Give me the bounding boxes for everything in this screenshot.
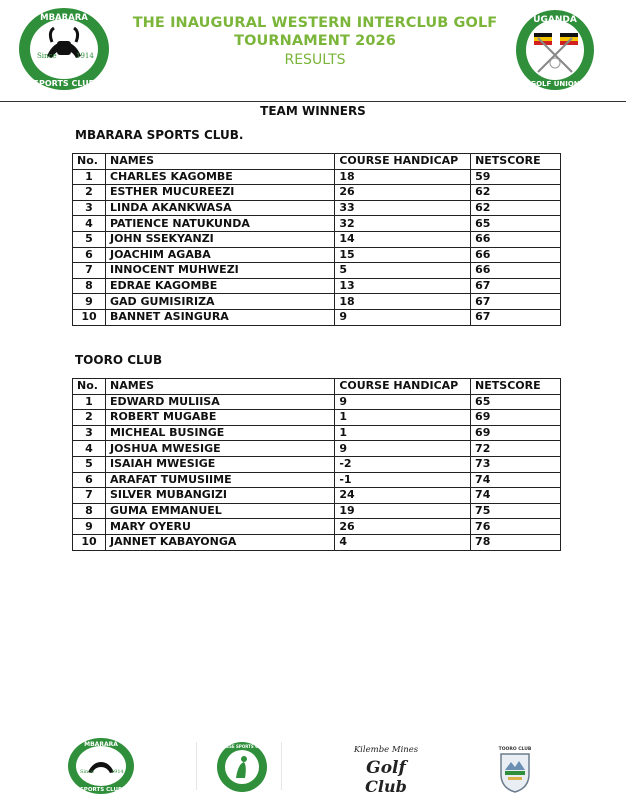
cell-netscore: 67 xyxy=(471,309,561,325)
page-subtitle: RESULTS xyxy=(284,52,346,68)
cell-netscore: 59 xyxy=(471,169,561,185)
table-row xyxy=(73,394,561,410)
cell-name: MARY OYERU xyxy=(105,519,334,535)
golf-ball-icon xyxy=(550,58,560,68)
table-row xyxy=(73,534,561,550)
col-header-names: NAMES xyxy=(105,154,334,170)
cell-netscore: 66 xyxy=(471,231,561,247)
cell-handicap: 1 xyxy=(335,425,471,441)
svg-text:Golf: Golf xyxy=(366,758,406,778)
results-table xyxy=(72,153,561,326)
cell-netscore: 78 xyxy=(471,534,561,550)
col-header-handicap: COURSE HANDICAP xyxy=(335,154,471,170)
table-row xyxy=(73,441,561,457)
cell-handicap: 1 xyxy=(335,410,471,426)
cell-handicap: 14 xyxy=(335,231,471,247)
col-header-names: NAMES xyxy=(105,379,334,395)
table-row xyxy=(73,278,561,294)
uganda-golf-union-logo xyxy=(514,8,596,92)
page-header xyxy=(0,0,626,100)
col-header-netscore: NETSCORE xyxy=(471,379,561,395)
cell-no: 7 xyxy=(73,263,106,279)
table-row xyxy=(73,294,561,310)
cell-handicap: 24 xyxy=(335,488,471,504)
svg-text:1914: 1914 xyxy=(111,769,124,775)
cell-name: ISAIAH MWESIGE xyxy=(105,456,334,472)
logo-bottom-text: GOLF UNION xyxy=(530,80,580,88)
cell-netscore: 73 xyxy=(471,456,561,472)
cell-handicap: 9 xyxy=(335,394,471,410)
section-title: TEAM WINNERS xyxy=(260,104,366,118)
cell-no: 4 xyxy=(73,216,106,232)
svg-text:Club: Club xyxy=(365,777,407,796)
cell-handicap: 18 xyxy=(335,169,471,185)
cell-no: 4 xyxy=(73,441,106,457)
table-row xyxy=(73,231,561,247)
svg-text:Kilembe Mines: Kilembe Mines xyxy=(353,745,419,755)
table-row xyxy=(73,488,561,504)
cell-no: 5 xyxy=(73,456,106,472)
cell-no: 2 xyxy=(73,185,106,201)
cell-netscore: 66 xyxy=(471,247,561,263)
col-header-handicap: COURSE HANDICAP xyxy=(335,379,471,395)
table-row xyxy=(73,216,561,232)
svg-text:TOORO CLUB: TOORO CLUB xyxy=(498,747,532,752)
cell-handicap: 9 xyxy=(335,309,471,325)
cell-handicap: 32 xyxy=(335,216,471,232)
table-header-row xyxy=(73,154,561,170)
cell-name: PATIENCE NATUKUNDA xyxy=(105,216,334,232)
cell-no: 9 xyxy=(73,294,106,310)
cell-name: MICHEAL BUSINGE xyxy=(105,425,334,441)
team-name: MBARARA SPORTS CLUB. xyxy=(75,128,244,142)
cell-netscore: 65 xyxy=(471,394,561,410)
cell-netscore: 76 xyxy=(471,519,561,535)
cell-no: 10 xyxy=(73,534,106,550)
cell-netscore: 69 xyxy=(471,410,561,426)
cell-netscore: 69 xyxy=(471,425,561,441)
cell-handicap: 13 xyxy=(335,278,471,294)
svg-text:Since: Since xyxy=(80,769,95,775)
table-row xyxy=(73,425,561,441)
cell-handicap: 5 xyxy=(335,263,471,279)
table-row xyxy=(73,503,561,519)
footer-kasese-logo xyxy=(214,740,270,794)
cell-name: GUMA EMMANUEL xyxy=(105,503,334,519)
cell-no: 8 xyxy=(73,503,106,519)
svg-text:MBARARA: MBARARA xyxy=(84,741,118,748)
svg-text:SPORTS CLUB: SPORTS CLUB xyxy=(79,787,123,793)
cell-no: 2 xyxy=(73,410,106,426)
cell-netscore: 75 xyxy=(471,503,561,519)
cell-netscore: 72 xyxy=(471,441,561,457)
cell-no: 3 xyxy=(73,200,106,216)
cell-no: 1 xyxy=(73,394,106,410)
cell-name: EDWARD MULIISA xyxy=(105,394,334,410)
cell-netscore: 62 xyxy=(471,185,561,201)
cell-netscore: 67 xyxy=(471,294,561,310)
cell-handicap: -1 xyxy=(335,472,471,488)
footer-divider xyxy=(196,742,197,790)
page-title-line2: TOURNAMENT 2026 xyxy=(234,33,396,49)
logo-top-text: MBARARA xyxy=(40,13,88,23)
title-block xyxy=(120,14,510,69)
cell-netscore: 74 xyxy=(471,488,561,504)
cell-name: LINDA AKANKWASA xyxy=(105,200,334,216)
cell-handicap: 19 xyxy=(335,503,471,519)
cell-netscore: 65 xyxy=(471,216,561,232)
cell-name: JANNET KABAYONGA xyxy=(105,534,334,550)
logo-top-text: UGANDA xyxy=(533,15,577,25)
cell-no: 5 xyxy=(73,231,106,247)
table-row xyxy=(73,169,561,185)
cell-handicap: 26 xyxy=(335,519,471,535)
footer-tooro-logo xyxy=(496,744,534,794)
table-header-row xyxy=(73,379,561,395)
results-table xyxy=(72,378,561,551)
table-row xyxy=(73,410,561,426)
table-row xyxy=(73,519,561,535)
table-row xyxy=(73,472,561,488)
cell-no: 7 xyxy=(73,488,106,504)
cell-handicap: 26 xyxy=(335,185,471,201)
logo-year: 1914 xyxy=(76,52,94,60)
svg-text:KASESE SPORTS CLUB: KASESE SPORTS CLUB xyxy=(217,744,267,749)
cell-handicap: 18 xyxy=(335,294,471,310)
col-header-netscore: NETSCORE xyxy=(471,154,561,170)
cell-no: 3 xyxy=(73,425,106,441)
cell-netscore: 67 xyxy=(471,278,561,294)
team-name: TOORO CLUB xyxy=(75,353,163,367)
table-row xyxy=(73,247,561,263)
logo-since: Since xyxy=(37,52,57,60)
table-row xyxy=(73,309,561,325)
col-header-no: No. xyxy=(73,379,106,395)
cell-netscore: 66 xyxy=(471,263,561,279)
cell-name: JOACHIM AGABA xyxy=(105,247,334,263)
table-row xyxy=(73,456,561,472)
cell-name: GAD GUMISIRIZA xyxy=(105,294,334,310)
cell-name: CHARLES KAGOMBE xyxy=(105,169,334,185)
cell-no: 6 xyxy=(73,472,106,488)
cell-handicap: 4 xyxy=(335,534,471,550)
cell-name: INNOCENT MUHWEZI xyxy=(105,263,334,279)
header-divider xyxy=(0,101,626,102)
cell-no: 10 xyxy=(73,309,106,325)
cell-no: 1 xyxy=(73,169,106,185)
cell-name: SILVER MUBANGIZI xyxy=(105,488,334,504)
table-row xyxy=(73,263,561,279)
page-title-line1: THE INAUGURAL WESTERN INTERCLUB GOLF xyxy=(132,15,498,31)
table-row xyxy=(73,185,561,201)
cell-netscore: 74 xyxy=(471,472,561,488)
footer-kilembe-logo xyxy=(346,742,426,796)
logo-bottom-text: SPORTS CLUB xyxy=(33,79,95,88)
cell-no: 8 xyxy=(73,278,106,294)
cell-name: BANNET ASINGURA xyxy=(105,309,334,325)
cell-name: ARAFAT TUMUSIIME xyxy=(105,472,334,488)
cell-name: JOHN SSEKYANZI xyxy=(105,231,334,247)
footer-mbarara-logo xyxy=(66,736,136,796)
cell-handicap: 15 xyxy=(335,247,471,263)
cell-handicap: 33 xyxy=(335,200,471,216)
cell-handicap: 9 xyxy=(335,441,471,457)
footer-divider xyxy=(281,742,282,790)
cell-no: 6 xyxy=(73,247,106,263)
cell-name: ESTHER MUCUREEZI xyxy=(105,185,334,201)
cell-netscore: 62 xyxy=(471,200,561,216)
table-row xyxy=(73,200,561,216)
cell-name: JOSHUA MWESIGE xyxy=(105,441,334,457)
cell-no: 9 xyxy=(73,519,106,535)
cell-name: ROBERT MUGABE xyxy=(105,410,334,426)
cell-name: EDRAE KAGOMBE xyxy=(105,278,334,294)
mbarara-sports-club-logo xyxy=(17,6,111,92)
col-header-no: No. xyxy=(73,154,106,170)
cell-handicap: -2 xyxy=(335,456,471,472)
